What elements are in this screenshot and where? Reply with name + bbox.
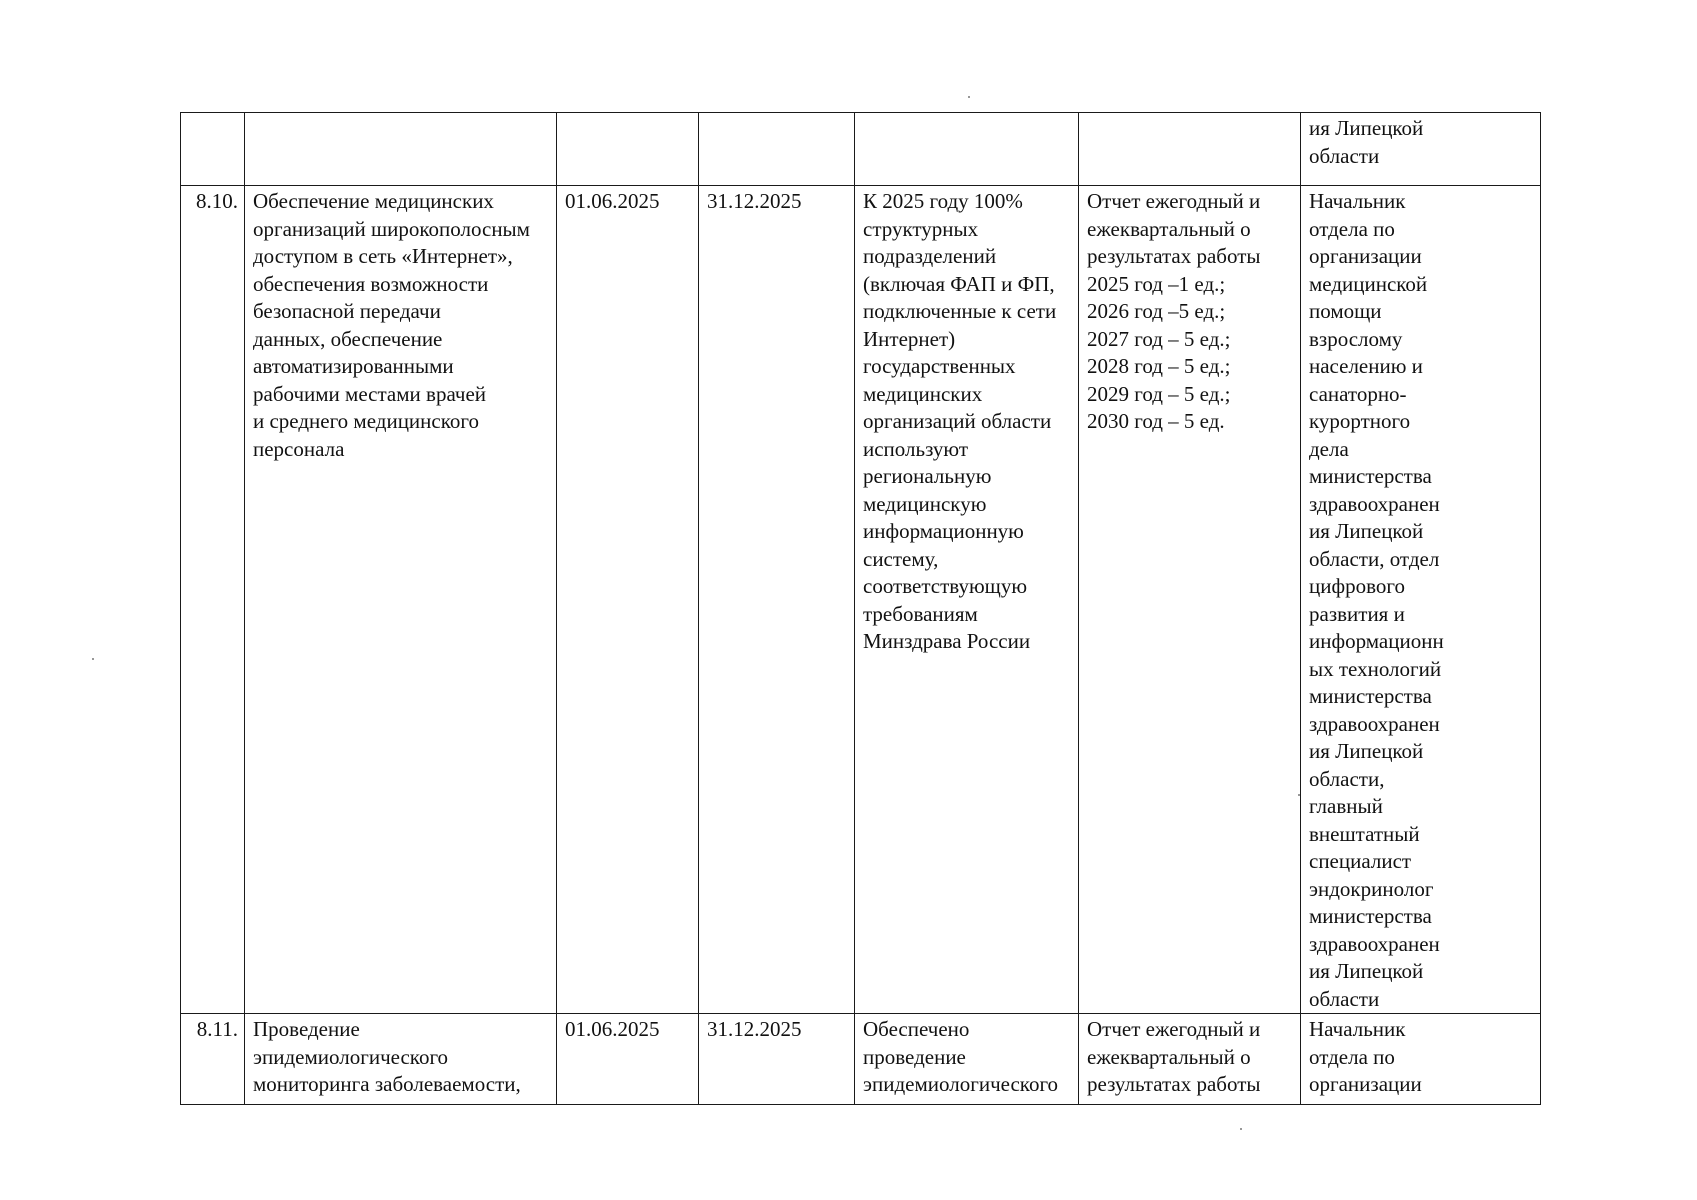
activity-plan-table (180, 112, 1541, 1105)
indicator-cell: К 2025 году 100% структурных подразделений (включая ФАП и ФП, подключенные к сети Интернет) государственных медицинских организаций области используют региональную медицинскую информационную систему, соответствующую требованиям Минздрава России (855, 186, 1079, 1014)
start-date-cell: 01.06.2025 (557, 186, 699, 1014)
table-row (181, 186, 1541, 1014)
table-row (181, 1014, 1541, 1105)
row-number (181, 113, 245, 186)
responsible-cell: Начальник отдела по организации (1301, 1014, 1541, 1105)
end-date-cell: 31.12.2025 (699, 1014, 855, 1105)
row-number: 8.10. (181, 186, 245, 1014)
responsible-cell: Начальник отдела по организации медицинской помощи взрослому населению и санаторно- курортного дела министерства здравоохранен ия Липецкой области, отдел цифрового развития и информационн ых технологий министерства здравоохранен ия Липецкой области, главный внештатный специалист эндокринолог министерства здравоохранен ия Липецкой области (1301, 186, 1541, 1014)
start-date-cell (557, 113, 699, 186)
table-row (181, 113, 1541, 186)
scan-speck (1298, 794, 1300, 796)
scan-speck (1240, 1128, 1242, 1130)
scan-speck (968, 96, 970, 98)
report-cell: Отчет ежегодный и ежеквартальный о результатах работы (1079, 1014, 1301, 1105)
event-cell: Проведение эпидемиологического мониторинга заболеваемости, (245, 1014, 557, 1105)
event-cell: Обеспечение медицинских организаций широкополосным доступом в сеть «Интернет», обеспечения возможности безопасной передачи данных, обеспечение автоматизированными рабочими местами врачей и среднего медицинского персонала (245, 186, 557, 1014)
scan-speck (92, 658, 94, 660)
start-date-cell: 01.06.2025 (557, 1014, 699, 1105)
event-cell (245, 113, 557, 186)
end-date-cell (699, 113, 855, 186)
responsible-cell: ия Липецкой области (1301, 113, 1541, 186)
end-date-cell: 31.12.2025 (699, 186, 855, 1014)
indicator-cell (855, 113, 1079, 186)
report-cell (1079, 113, 1301, 186)
row-number: 8.11. (181, 1014, 245, 1105)
report-cell: Отчет ежегодный и ежеквартальный о результатах работы 2025 год –1 ед.; 2026 год –5 ед.; 2027 год – 5 ед.; 2028 год – 5 ед.; 2029 год – 5 ед.; 2030 год – 5 ед. (1079, 186, 1301, 1014)
indicator-cell: Обеспечено проведение эпидемиологического (855, 1014, 1079, 1105)
